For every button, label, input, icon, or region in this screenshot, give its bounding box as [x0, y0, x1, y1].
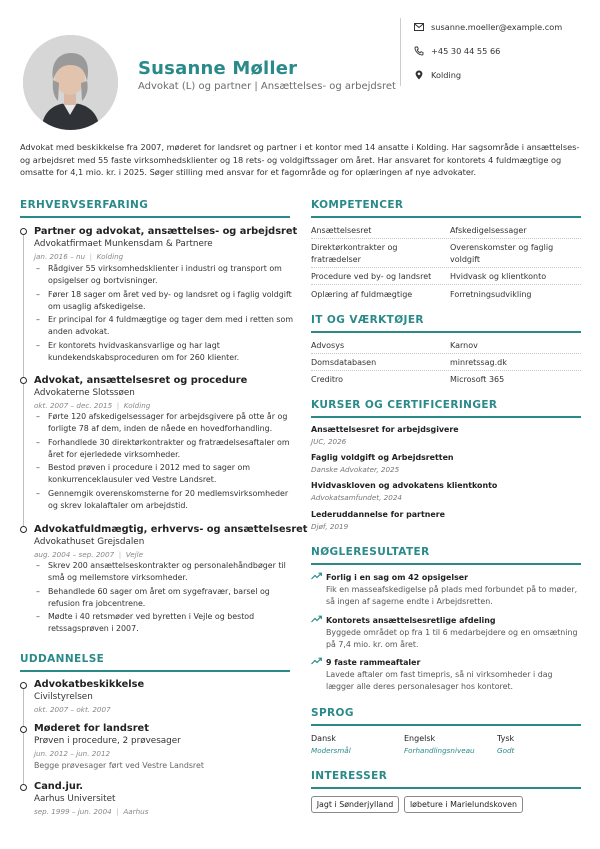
divider — [311, 353, 581, 354]
section-heading-achievements: NØGLERESULTATER — [311, 546, 430, 558]
education-note: Begge prøvesager ført ved Vestre Landsret — [34, 761, 204, 770]
education-institution: Prøven i procedure, 2 prøvesager — [34, 736, 181, 746]
competence-item: Oplæring af fuldmægtige — [311, 290, 413, 299]
portrait-image — [23, 35, 118, 130]
section-rule — [311, 787, 581, 789]
contact-location-text: Kolding — [431, 70, 462, 80]
section-heading-languages: SPROG — [311, 707, 354, 719]
contact-email-text: susanne.moeller@example.com — [431, 22, 563, 32]
tool-item: Domsdatabasen — [311, 358, 377, 367]
education-dates: okt. 2007 – okt. 2007 — [34, 705, 111, 714]
section-heading-competences: KOMPETENCER — [311, 199, 404, 211]
achievement-description: Lavede aftaler om fast timepris, så ni virksomheder i dag lægger alle deres personalesager hos kontoret. — [326, 670, 553, 692]
section-heading-experience: ERHVERVSERFARING — [20, 199, 149, 211]
achievement-title: 9 faste rammeaftaler — [326, 658, 421, 667]
list-item: – Rådgiver 55 virksomhedsklienter i industri og transport om opsigelser og bortvisninger. — [34, 263, 296, 288]
achievement-description: Byggede området op fra 1 til 6 medarbejdere og en omsætning på 7,4 mio. kr. om året. — [326, 628, 578, 650]
education-dates: sep. 1999 – jun. 2004 — [34, 807, 112, 816]
timeline-dot — [20, 682, 27, 689]
contact-email[interactable] — [413, 22, 562, 32]
tool-item: Microsoft 365 — [450, 375, 505, 384]
divider — [311, 267, 581, 268]
education-institution: Aarhus Universitet — [34, 794, 116, 804]
course-title: Lederuddannelse for partnere — [311, 510, 445, 519]
course-meta: Danske Advokater, 2025 — [311, 465, 400, 474]
job-place: Vejle — [125, 550, 144, 559]
language-name: Engelsk — [404, 734, 436, 743]
job-bullets — [34, 411, 296, 513]
tool-item: minretssag.dk — [450, 358, 507, 367]
trend-up-icon — [311, 657, 322, 668]
job-dates: okt. 2007 – dec. 2015 — [34, 401, 113, 410]
phone-icon — [413, 46, 425, 56]
timeline-line — [23, 686, 24, 790]
education-dates: jun. 2012 – jun. 2012 — [34, 749, 111, 758]
job-headline: Advokat (L) og partner | Ansættelses- og arbejdsret — [138, 81, 396, 92]
section-rule — [311, 563, 581, 565]
section-heading-courses: KURSER OG CERTIFICERINGER — [311, 399, 498, 411]
timeline-dot — [20, 784, 27, 791]
job-employer: Advokathuset Grejsdalen — [34, 537, 145, 547]
list-item: – Skrev 200 ansættelseskontrakter og personalehåndbøger til små og mellemstore virksomheder. — [34, 560, 296, 585]
timeline-dot — [20, 228, 27, 235]
contact-phone-text: +45 30 44 55 66 — [431, 46, 501, 56]
header-divider — [400, 18, 401, 86]
section-heading-tools: IT OG VÆRKTØJER — [311, 314, 424, 326]
section-heading-education: UDDANNELSE — [20, 653, 105, 665]
tool-item: Advosys — [311, 341, 345, 350]
competence-item: Overenskomster og faglig voldgift — [450, 243, 554, 264]
tool-item: Karnov — [450, 341, 478, 350]
section-rule — [311, 331, 581, 333]
list-item: – Forhandlede 30 direktørkontrakter og fratrædelsesaftaler om året for ejerledede virksomheder. — [34, 437, 296, 462]
job-employer: Advokatfirmaet Munkensdam & Partnere — [34, 239, 213, 249]
language-name: Dansk — [311, 734, 336, 743]
section-rule — [20, 670, 290, 672]
section-rule — [20, 216, 290, 218]
job-bullets — [34, 263, 296, 365]
job-dates: jan. 2016 – nu — [34, 252, 86, 261]
education-institution: Civilstyrelsen — [34, 692, 93, 702]
tool-item: Creditro — [311, 375, 344, 384]
list-item: – Er kontorets hvidvaskansvarlige og har lagt kundekendskabsproceduren om for 260 klienter. — [34, 340, 296, 365]
location-pin-icon — [413, 70, 425, 80]
course-title: Ansættelsesret for arbejdsgivere — [311, 425, 459, 434]
timeline-dot — [20, 377, 27, 384]
course-title: Hvidvaskloven og advokatens klientkonto — [311, 481, 498, 490]
language-level: Forhandlingsniveau — [404, 746, 475, 755]
list-item: – Fører 18 sager om året ved by- og landsret og i faglig voldgift om usaglig afskedigelse. — [34, 289, 296, 314]
job-bullets — [34, 560, 296, 637]
profile-photo — [23, 35, 118, 130]
trend-up-icon — [311, 615, 322, 626]
interest-tag: løbeture i Marielundskoven — [404, 796, 523, 813]
achievement-title: Forlig i en sag om 42 opsigelser — [326, 573, 469, 582]
language-level: Godt — [497, 746, 515, 755]
section-rule — [311, 724, 581, 726]
divider — [311, 370, 581, 371]
job-employer: Advokaterne Slotssøen — [34, 388, 135, 398]
job-title: Advokatfuldmægtig, erhvervs- og ansættelsesret — [34, 524, 308, 535]
timeline-dot — [20, 726, 27, 733]
trend-up-icon — [311, 572, 322, 583]
job-dates: aug. 2004 – sep. 2007 — [34, 550, 115, 559]
interest-tag: Jagt i Sønderjylland — [311, 796, 399, 813]
contact-location — [413, 70, 461, 80]
person-name: Susanne Møller — [138, 58, 298, 79]
education-title: Advokatbeskikkelse — [34, 679, 145, 690]
section-heading-interests: INTERESSER — [311, 770, 388, 782]
timeline-dot — [20, 526, 27, 533]
divider — [311, 284, 581, 285]
education-title: Cand.jur. — [34, 781, 83, 792]
list-item: – Behandlede 60 sager om året om sygefravær, barsel og refusion fra jobcentrene. — [34, 586, 296, 611]
course-meta: Djøf, 2019 — [311, 522, 349, 531]
list-item: – Er principal for 4 fuldmægtige og tager dem med i retten som anden advokat. — [34, 314, 296, 339]
education-meta: sep. 1999 – jun. 2004 | Aarhus — [34, 807, 149, 816]
language-name: Tysk — [497, 734, 515, 743]
job-place: Kolding — [123, 401, 151, 410]
competence-item: Hvidvask og klientkonto — [450, 272, 547, 281]
competence-item: Ansættelsesret — [311, 226, 372, 235]
job-title: Partner og advokat, ansættelses- og arbejdsret — [34, 226, 298, 237]
achievement-title: Kontorets ansættelsesretlige afdeling — [326, 616, 496, 625]
profile-summary: Advokat med beskikkelse fra 2007, møderet for landsret og partner i et kontor med 14 ansatte i Kolding. Har sagsområde i ansættelses- og arbejdsret med 55 faste virksomhedsklienter og 18 rets- og voldgiftssager om året. Har ansvaret for kontorets 4 fuldmægtige og omsatte for 4,1 mio. kr. i 2025. Søger stilling med ansvar for et fagområde og for oplæringen af nye advokater. — [20, 142, 580, 178]
job-meta: okt. 2007 – dec. 2015 | Kolding — [34, 401, 151, 410]
language-level: Modersmål — [311, 746, 351, 755]
job-place: Kolding — [96, 252, 124, 261]
competence-item: Direktørkontrakter og fratrædelser — [311, 243, 398, 264]
list-item: – Mødte i 40 retsmøder ved byretten i Vejle og bestod retssagsprøven i 2007. — [34, 611, 296, 636]
competence-item: Procedure ved by- og landsret — [311, 272, 432, 281]
competence-item: Forretningsudvikling — [450, 290, 532, 299]
education-title: Møderet for landsret — [34, 723, 149, 734]
mail-icon — [413, 22, 425, 32]
course-meta: JUC, 2026 — [311, 437, 347, 446]
course-meta: Advokatsamfundet, 2024 — [311, 493, 402, 502]
competence-item: Afskedigelsessager — [450, 226, 527, 235]
section-rule — [311, 416, 581, 418]
divider — [311, 238, 581, 239]
list-item: – Bestod prøven i procedure i 2012 med to sager om konkurrenceklausuler ved Vestre Landsret. — [34, 462, 296, 487]
education-place: Aarhus — [123, 807, 149, 816]
list-item: – Førte 120 afskedigelsessager for arbejdsgivere på otte år og forligte 78 af dem, inden de nåede en hovedforhandling. — [34, 411, 296, 436]
contact-phone[interactable] — [413, 46, 500, 56]
job-meta: aug. 2004 – sep. 2007 | Vejle — [34, 550, 144, 559]
course-title: Faglig voldgift og Arbejdsretten — [311, 453, 454, 462]
list-item: – Gennemgik overenskomsterne for 20 medlemsvirksomheder og skrev lokalaftaler om arbejdstid. — [34, 488, 296, 513]
job-title: Advokat, ansættelsesret og procedure — [34, 375, 248, 386]
job-meta: jan. 2016 – nu | Kolding — [34, 252, 124, 261]
section-rule — [311, 216, 581, 218]
achievement-description: Fik en masseafskedigelse på plads med forbundet på to møder, så ingen af sagerne endte i Arbejdsretten. — [326, 585, 578, 607]
